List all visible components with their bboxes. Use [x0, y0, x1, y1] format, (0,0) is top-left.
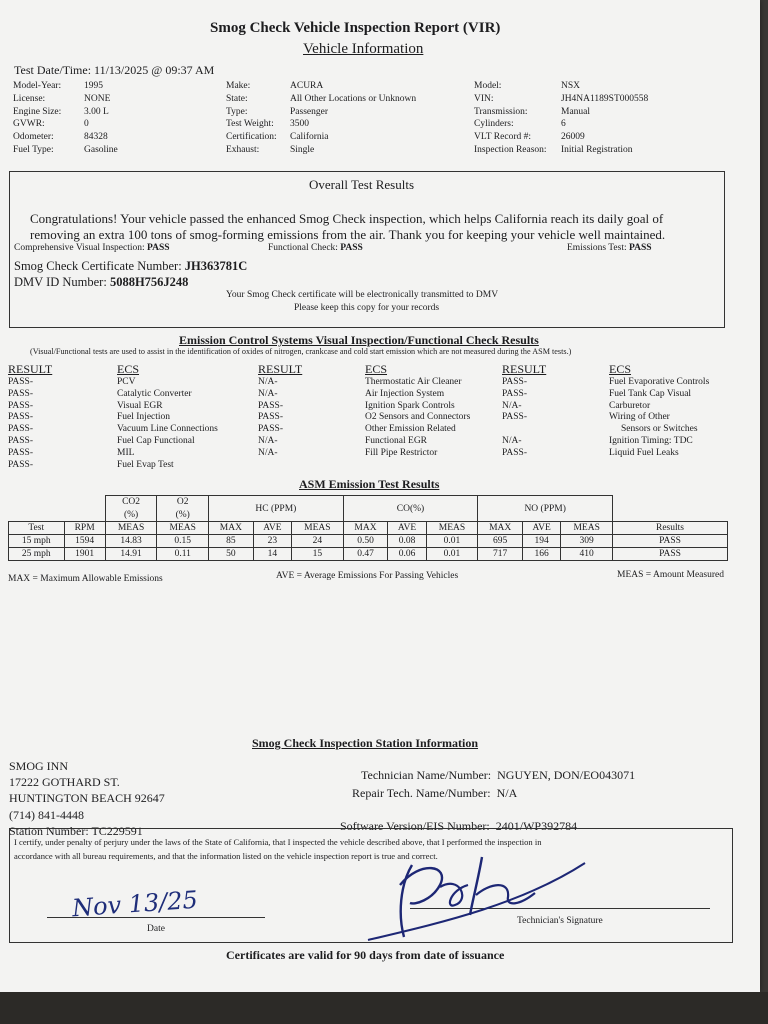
software-version: Software Version/EIS Number: 2401/WP392784	[340, 819, 578, 833]
vehicle-col3-values: NSX JH4NA1189ST000558 Manual 6 26009 Initial Registration	[561, 81, 649, 155]
signature-label: Technician's Signature	[517, 916, 603, 926]
emissions-test-result: Emissions Test: PASS	[567, 243, 652, 253]
asm-o2-unit: (%)	[157, 509, 209, 522]
vehicle-col1-values: 1995 NONE 3.00 L 0 84328 Gasoline	[84, 81, 118, 155]
ecs-result-header-1: RESULT	[8, 362, 53, 376]
congrats-line1: Congratulations! Your vehicle passed the enhanced Smog Check inspection, which helps California reach its daily goal of	[30, 211, 664, 226]
asm-o2-header: O2	[157, 496, 209, 509]
legend-ave: AVE = Average Emissions For Passing Vehicles	[276, 571, 459, 581]
ecs-header-2: ECS	[365, 362, 388, 376]
asm-results-table	[8, 495, 728, 561]
ecs-section-subtitle: (Visual/Functional tests are used to assist in the identification of oxides of nitrogen, crankcase and cold start emission which are not measured during the ASM tests.)	[30, 347, 572, 356]
visual-inspection-result: Comprehensive Visual Inspection: PASS	[14, 243, 170, 253]
ecs-col3-items: Fuel Evaporative Controls Fuel Tank Cap Visual Carburetor Wiring of Other Sensors or Switches Ignition Timing: TDC Liquid Fuel Leaks	[609, 377, 710, 458]
ecs-col2-items: Thermostatic Air Cleaner Air Injection System Ignition Spark Controls O2 Sensors and Connectors Other Emission Related Functional EGR Fill Pipe Restrictor	[365, 377, 471, 458]
ecs-col2-results: N/A- N/A- PASS- PASS- PASS- N/A- N/A-	[258, 377, 284, 458]
keep-copy-note: Please keep this copy for your records	[294, 303, 440, 313]
asm-co2-unit: (%)	[105, 509, 157, 522]
station-name: SMOG INN	[9, 759, 69, 773]
handwritten-date: Nov 13/25	[71, 885, 199, 923]
date-line	[47, 917, 265, 918]
legend-max: MAX = Maximum Allowable Emissions	[8, 574, 163, 584]
vehicle-col3-labels: Model: VIN: Transmission: Cylinders: VLT Record #: Inspection Reason:	[474, 81, 547, 155]
certificate-number: Smog Check Certificate Number: JH363781C	[14, 259, 248, 273]
station-phone: (714) 841-4448	[9, 807, 84, 822]
ecs-section-title: Emission Control Systems Visual Inspection/Functional Check Results	[179, 333, 539, 347]
asm-no-header: NO (PPM)	[478, 496, 613, 522]
ecs-result-header-2: RESULT	[258, 362, 303, 376]
technician-signature	[360, 845, 620, 935]
certify-line2: accordance with all bureau requirements, and that the information listed on the vehicle inspection report is true and correct.	[14, 851, 438, 861]
ecs-col1-items: PCV Catalytic Converter Visual EGR Fuel Injection Vacuum Line Connections Fuel Cap Functional MIL Fuel Evap Test	[117, 377, 218, 470]
vehicle-col1-labels: Model-Year: License: Engine Size: GVWR: Odometer: Fuel Type:	[13, 81, 62, 155]
asm-hc-header: HC (PPM)	[209, 496, 344, 522]
repair-tech-name: Repair Tech. Name/Number: N/A	[352, 786, 518, 800]
station-address2: HUNTINGTON BEACH 92647	[9, 791, 165, 806]
overall-results-title: Overall Test Results	[309, 177, 415, 192]
asm-section-title: ASM Emission Test Results	[299, 477, 440, 491]
ecs-col3-results: PASS- PASS- N/A- PASS- N/A- PASS-	[502, 377, 528, 458]
congrats-line2: removing an extra 100 tons of smog-forming emissions from the air. Thank you for keeping your vehicle well maintained.	[30, 227, 666, 242]
asm-column-header-row: Test RPM MEAS MEAS MAX AVE MEAS MAX AVE MEAS MAX AVE MEAS Results	[9, 522, 728, 535]
asm-co2-header: CO2	[105, 496, 157, 509]
ecs-result-header-3: RESULT	[502, 362, 547, 376]
certify-line1: I certify, under penalty of perjury under the laws of the State of California, that I inspected the vehicle described above, that I performed the inspection in	[14, 837, 542, 847]
station-address1: 17222 GOTHARD ST.	[9, 775, 120, 790]
legend-meas: MEAS = Amount Measured	[617, 570, 724, 580]
table-surface	[0, 992, 768, 1024]
station-number: Station Number: TC229591	[9, 823, 143, 838]
table-row: 25 mph 1901 14.91 0.11 50 14 15 0.47 0.06 0.01 717 166 410 PASS	[9, 548, 728, 561]
asm-co-header: CO(%)	[343, 496, 478, 522]
date-label: Date	[147, 924, 165, 934]
vehicle-col2-labels: Make: State: Type: Test Weight: Certification: Exhaust:	[226, 81, 277, 155]
ecs-col1-results: PASS- PASS- PASS- PASS- PASS- PASS- PASS- PASS-	[8, 377, 34, 470]
station-section-title: Smog Check Inspection Station Information	[252, 736, 479, 750]
validity-footer: Certificates are valid for 90 days from date of issuance	[226, 948, 505, 962]
ecs-header-1: ECS	[117, 362, 140, 376]
report-title: Smog Check Vehicle Inspection Report (VIR)	[210, 20, 501, 36]
functional-check-result: Functional Check: PASS	[268, 243, 363, 253]
dmv-id-number: DMV ID Number: 5088H756J248	[14, 275, 189, 289]
test-datetime: Test Date/Time: 11/13/2025 @ 09:37 AM	[14, 63, 215, 77]
vehicle-col2-values: ACURA All Other Locations or Unknown Passenger 3500 California Single	[290, 81, 417, 155]
ecs-header-3: ECS	[609, 362, 632, 376]
table-row: 15 mph 1594 14.83 0.15 85 23 24 0.50 0.08 0.01 695 194 309 PASS	[9, 535, 728, 548]
station-address-block	[9, 758, 165, 839]
dmv-transmit-note: Your Smog Check certificate will be electronically transmitted to DMV	[226, 290, 499, 300]
technician-name: Technician Name/Number: NGUYEN, DON/EO043071	[361, 768, 636, 782]
vehicle-info-heading: Vehicle Information	[303, 41, 424, 57]
